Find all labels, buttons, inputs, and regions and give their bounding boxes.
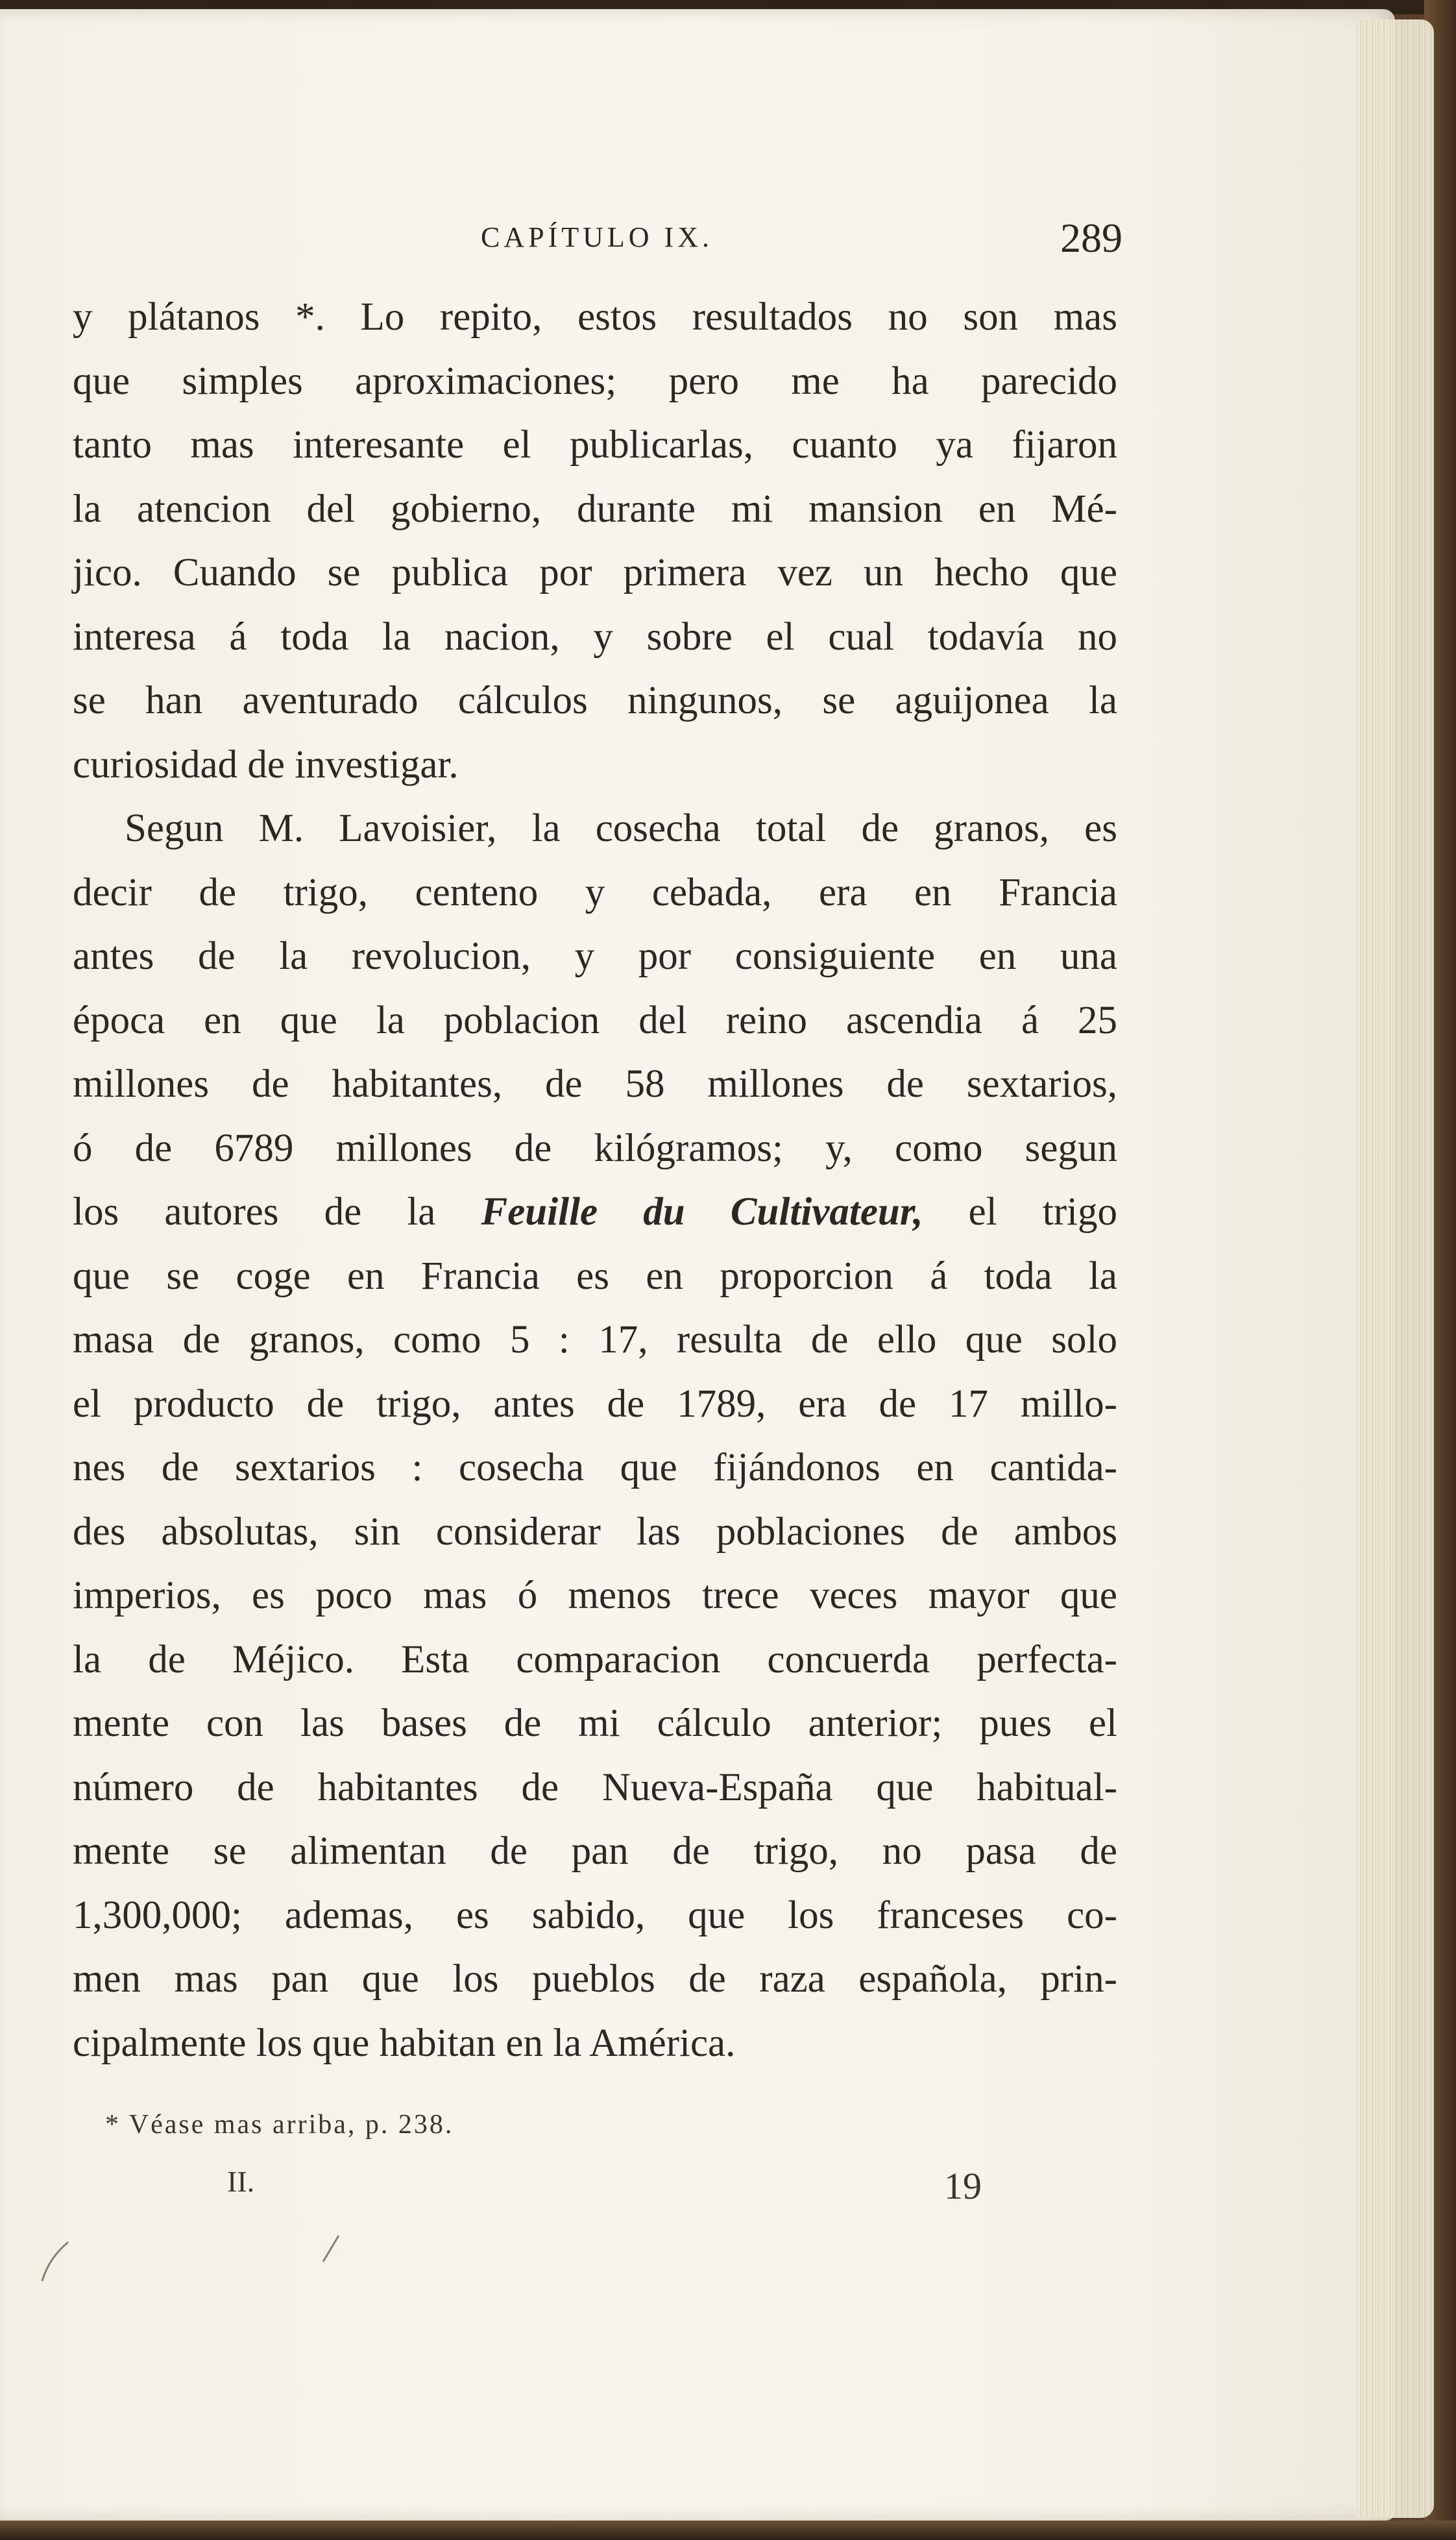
text-fragment: los autores de la — [73, 1190, 481, 1234]
text-line: jico. Cuando se publica por primera vez un hecho que — [73, 551, 1117, 594]
text-line-with-title — [73, 1180, 1117, 1245]
text-line: se han aventurado cálculos ningunos, se aguijonea la — [73, 679, 1117, 722]
text-line: número de habitantes de Nueva-España que habitual- — [73, 1765, 1117, 1809]
paragraph-start-line: Segun M. Lavoisier, la cosecha total de granos, es — [125, 807, 1117, 850]
text-line: el producto de trigo, antes de 1789, era de 17 millo- — [73, 1382, 1117, 1426]
text-line: tanto mas interesante el publicarlas, cuanto ya fijaron — [73, 423, 1117, 467]
text-line: y plátanos *. Lo repito, estos resultados no son mas — [73, 295, 1117, 339]
italic-title: Feuille du Cultivateur, — [481, 1190, 923, 1234]
body-text — [73, 286, 1117, 2075]
text-line: 1,300,000; ademas, es sabido, que los franceses co- — [73, 1893, 1117, 1937]
page-header — [71, 214, 1122, 266]
text-line: decir de trigo, centeno y cebada, era en Francia — [73, 870, 1117, 914]
text-line: época en que la poblacion del reino ascendia á 25 — [73, 998, 1117, 1042]
signature-sheet: 19 — [944, 2165, 982, 2207]
text-line: la de Méjico. Esta comparacion concuerda perfecta- — [73, 1637, 1117, 1681]
running-head: CAPÍTULO IX. — [481, 221, 713, 253]
text-line: imperios, es poco mas ó menos trece veces mayor que — [73, 1574, 1117, 1617]
text-line: mente se alimentan de pan de trigo, no pasa de — [73, 1829, 1117, 1873]
text-line: mente con las bases de mi cálculo anterior; pues el — [73, 1702, 1117, 1745]
text-line: antes de la revolucion, y por consiguiente en una — [73, 934, 1117, 978]
page-fore-edge — [1356, 19, 1434, 2518]
text-line: curiosidad de investigar. — [73, 742, 459, 787]
text-line: cipalmente los que habitan en la América. — [73, 2021, 736, 2065]
text-line: interesa á toda la nacion, y sobre el cual todavía no — [73, 615, 1117, 659]
footnote: * Véase mas arriba, p. 238. — [105, 2110, 454, 2140]
text-fragment: el trigo — [923, 1190, 1117, 1234]
text-line: nes de sextarios : cosecha que fijándonos en cantida- — [73, 1446, 1117, 1489]
pencil-mark — [36, 2239, 75, 2284]
text-line: des absolutas, sin considerar las poblaciones de ambos — [73, 1509, 1117, 1554]
text-line: millones de habitantes, de 58 millones de sextarios, — [73, 1062, 1117, 1106]
text-line: men mas pan que los pueblos de raza española, prin- — [73, 1957, 1117, 2001]
text-line: que se coge en Francia es en proporcion á toda la — [73, 1254, 1117, 1298]
page-number: 289 — [1060, 215, 1122, 261]
text-line: ó de 6789 millones de kilógramos; y, como segun — [73, 1126, 1117, 1170]
text-line: masa de granos, como 5 : 17, resulta de ello que solo — [73, 1318, 1117, 1362]
text-line: la atencion del gobierno, durante mi mansion en Mé- — [73, 487, 1117, 531]
signature-volume: II. — [227, 2165, 255, 2198]
pencil-mark — [318, 2232, 344, 2265]
binding-bottom-edge — [0, 2521, 1456, 2540]
text-line: que simples aproximaciones; pero me ha parecido — [73, 359, 1117, 403]
